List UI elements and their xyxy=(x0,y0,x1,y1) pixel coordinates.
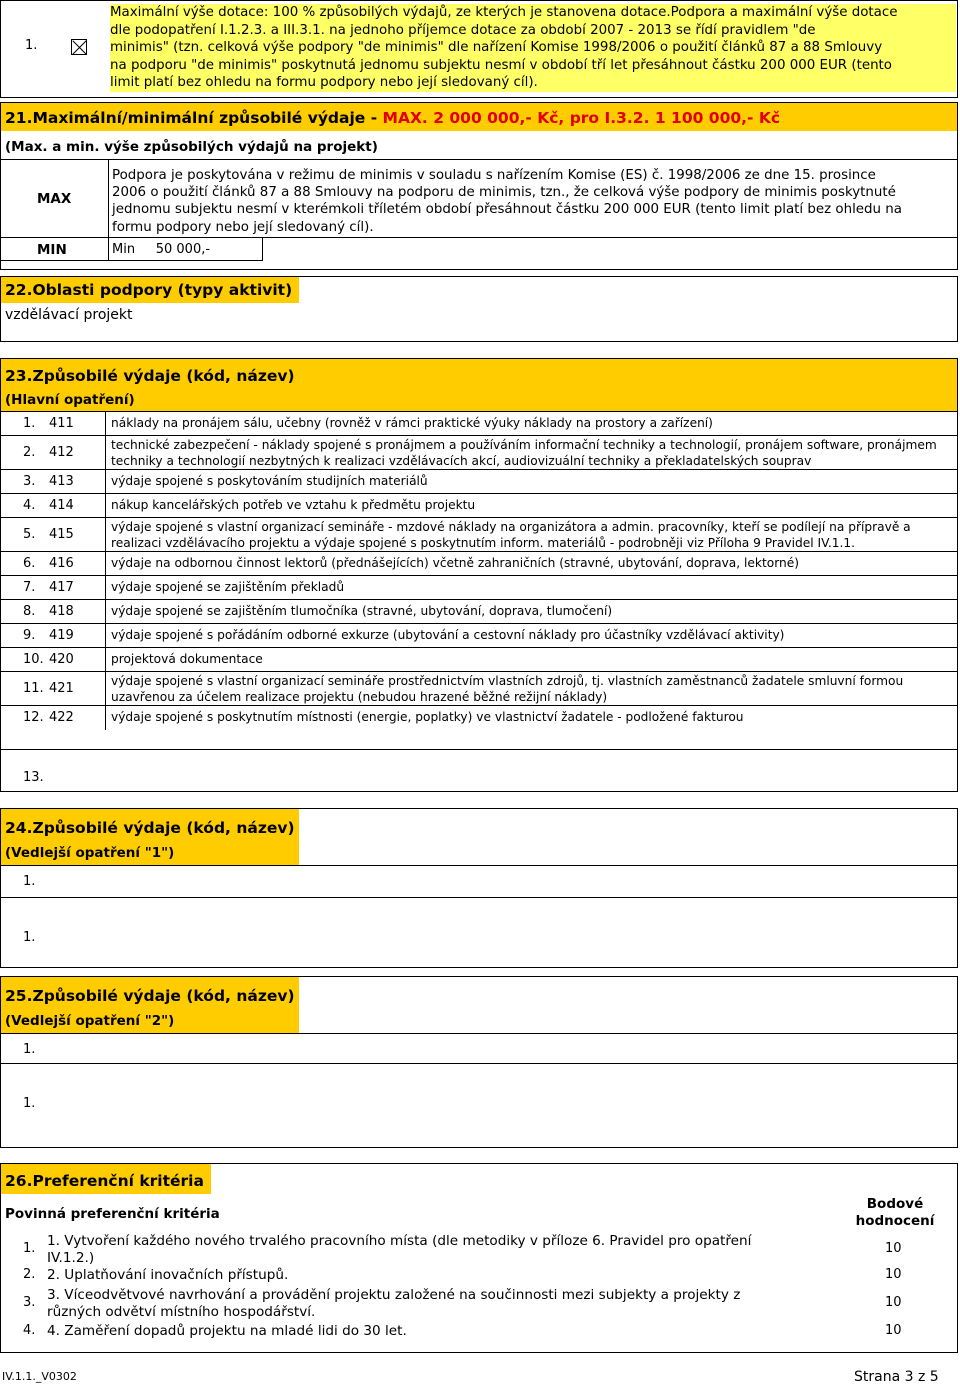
row-code: 413 xyxy=(49,474,74,489)
section-25 xyxy=(0,976,958,1148)
criteria-number: 2. xyxy=(23,1267,36,1282)
section-23 xyxy=(0,358,958,792)
row-description: výdaje spojené s poskytováním studijních materiálů xyxy=(111,474,428,488)
row-code: 417 xyxy=(49,580,74,595)
row-code: 420 xyxy=(49,652,74,667)
table-row xyxy=(1,647,957,671)
row-code: 416 xyxy=(49,556,74,571)
section-25-header xyxy=(1,977,299,1033)
row-description: výdaje spojené s poskytnutím místnosti (energie, poplatky) ve vlastnictví žadatele - podložené fakturou xyxy=(111,710,744,724)
section-21-header xyxy=(1,103,957,131)
criteria-score: 10 xyxy=(885,1323,902,1338)
row-code: 414 xyxy=(49,498,74,513)
section-25-title: 25.Způsobilé výdaje (kód, název) xyxy=(5,987,295,1005)
criteria-row xyxy=(1,1286,957,1320)
row-number: 7. xyxy=(23,580,36,595)
criteria-row xyxy=(1,1320,957,1344)
section-26-header xyxy=(1,1164,211,1194)
table-row xyxy=(1,469,957,493)
criteria-score: 10 xyxy=(885,1241,902,1256)
row-number: 9. xyxy=(23,628,36,643)
table-row xyxy=(1,705,957,729)
section-26-subtitle: Povinná preferenční kritéria xyxy=(5,1206,220,1222)
section-24-item-1: 1. xyxy=(1,865,957,897)
criteria-text: 1. Vytvoření každého nového trvalého pracovního místa (dle metodiky v příloze 6. Pravidel pro opatření xyxy=(47,1233,752,1249)
top-item-text: Maximální výše dotace: 100 % způsobilých výdajů, ze kterých je stanovena dotace.Podpora a maximální výše dotace dle podopatření I.1.2.3. a III.3.1. na jednoho příjemce dotace za období 2007 - 2013 se řídí pravidlem "de minimis" (tzn. celková výše podpory "de minimis" dle nařízení Komise 1998/2006 o použití článků 87 a 88 Smlouvy na podporu "de minimis" poskytnutá jednomu subjektu nesmí v období tří let přesáhnout částku 200 000 EUR (tento limit platí bez ohledu na formu podpory nebo její sledovaný cíl). xyxy=(110,4,956,92)
row-description: náklady na pronájem sálu, učebny (rovněž v rámci praktické výuky náklady na prostory a zařízení) xyxy=(111,416,713,430)
row-number: 8. xyxy=(23,604,36,619)
row-code: 419 xyxy=(49,628,74,643)
table-row xyxy=(1,411,957,435)
criteria-row xyxy=(1,1232,957,1264)
section-22 xyxy=(0,276,958,342)
criteria-text: 4. Zaměření dopadů projektu na mladé lidi do 30 let. xyxy=(47,1323,407,1339)
section-25-subtitle: (Vedlejší opatření "2") xyxy=(5,1013,175,1029)
criteria-text: 3. Víceodvětvové navrhování a provádění projektu založené na součinnosti mezi subjekty a projekty z xyxy=(47,1287,741,1303)
section-21 xyxy=(0,102,958,270)
criteria-number: 1. xyxy=(23,1241,36,1256)
min-label-cell: MIN xyxy=(1,237,109,261)
table-row xyxy=(1,575,957,599)
section-22-value: vzdělávací projekt xyxy=(5,307,133,323)
section-24 xyxy=(0,808,958,968)
criteria-number: 4. xyxy=(23,1323,36,1338)
table-row xyxy=(1,435,957,469)
row-description-cont: realizaci vzdělávacího projektu a výdaje spojené s poskytnutím inform. materiálů - podrobněji viz Příloha 9 Pravidel IV.1.1. xyxy=(111,535,855,550)
row-number: 4. xyxy=(23,498,36,513)
row-code: 422 xyxy=(49,710,74,725)
section-23-header xyxy=(1,359,957,411)
row-number: 6. xyxy=(23,556,36,571)
table-row xyxy=(1,623,957,647)
min-value-cell: Min 50 000,- xyxy=(108,237,263,261)
row-description: výdaje spojené s vlastní organizací semináře prostřednictvím vlastních zdrojů, tj. vlastních zaměstnanců žadatele smluvní formou xyxy=(111,674,904,688)
table-row xyxy=(1,493,957,517)
row-description: technické zabezpečení - náklady spojené s pronájmem a používáním informační techniky a technologií, pronájem software, pronájmem xyxy=(111,438,937,452)
section-24-header xyxy=(1,809,299,865)
top-item xyxy=(0,0,958,98)
row-description-cont: uzavřenou za účelem realizace projektu (nebudou hrazené běžné režijní náklady) xyxy=(111,689,608,704)
section-26 xyxy=(0,1163,958,1353)
max-label-cell: MAX xyxy=(1,159,109,238)
section-22-title: 22.Oblasti podpory (typy aktivit) xyxy=(5,281,293,299)
top-item-number: 1. xyxy=(25,38,38,53)
row-number: 5. xyxy=(23,527,36,542)
row-description: nákup kancelářských potřeb ve vztahu k předmětu projektu xyxy=(111,498,476,512)
criteria-text: 2. Uplatňování inovačních přístupů. xyxy=(47,1267,289,1283)
section-21-subtitle: (Max. a min. výše způsobilých výdajů na projekt) xyxy=(5,139,378,155)
row-description: výdaje spojené s pořádáním odborné exkurze (ubytování a cestovní náklady pro účastníky vzdělávací aktivity) xyxy=(111,628,785,642)
row-code: 418 xyxy=(49,604,74,619)
row-description: výdaje spojené se zajištěním překladů xyxy=(111,580,345,594)
criteria-score: 10 xyxy=(885,1295,902,1310)
section-21-title: 21.Maximální/minimální způsobilé výdaje - xyxy=(5,109,383,127)
row-number: 3. xyxy=(23,474,36,489)
row-code: 421 xyxy=(49,681,74,696)
criteria-score: 10 xyxy=(885,1267,902,1282)
row-number: 12. xyxy=(23,710,44,725)
row-number: 11. xyxy=(23,681,44,696)
section-21-title-values: MAX. 2 000 000,- Kč, pro I.3.2. 1 100 000,- Kč xyxy=(382,109,781,127)
table-row xyxy=(1,517,957,551)
row-number: 1. xyxy=(23,416,36,431)
footer-page: Strana 3 z 5 xyxy=(854,1369,939,1385)
section-25-item-2: 1. xyxy=(1,1063,957,1099)
footer-code: IV.1.1._V0302 xyxy=(2,1370,77,1383)
criteria-number: 3. xyxy=(23,1295,36,1310)
row-description: projektová dokumentace xyxy=(111,652,263,666)
row-description-cont: techniky a technologií nezbytných k realizaci vzdělávacích akcí, audiovizuální techniky a překladatelských souprav xyxy=(111,453,812,468)
section-24-subtitle: (Vedlejší opatření "1") xyxy=(5,845,175,861)
criteria-row xyxy=(1,1264,957,1286)
checked-checkbox-icon[interactable] xyxy=(71,39,87,55)
criteria-text-cont: IV.1.2.) xyxy=(47,1249,95,1266)
row-number: 10. xyxy=(23,652,44,667)
criteria-text-cont: různých odvětví místního hospodářství. xyxy=(47,1303,316,1320)
row-description: výdaje spojené se zajištěním tlumočníka (stravné, ubytování, doprava, tlumočení) xyxy=(111,604,613,618)
table-row xyxy=(1,671,957,705)
row-code: 412 xyxy=(49,445,74,460)
row-code: 411 xyxy=(49,416,74,431)
row-description: výdaje na odbornou činnost lektorů (přednášejících) včetně zahraničních (stravné, ubytování, doprava, lektorné) xyxy=(111,556,799,570)
section-24-title: 24.Způsobilé výdaje (kód, název) xyxy=(5,819,295,837)
row-number: 2. xyxy=(23,445,36,460)
section-24-item-2: 1. xyxy=(1,897,957,933)
section-23-row-13: 13. xyxy=(1,749,957,775)
section-23-subtitle: (Hlavní opatření) xyxy=(5,392,135,408)
table-row xyxy=(1,599,957,623)
row-code: 415 xyxy=(49,527,74,542)
score-header: Bodové hodnocení xyxy=(855,1196,935,1229)
table-row xyxy=(1,551,957,575)
row-description: výdaje spojené s vlastní organizací semináře - mzdové náklady na organizátora a admin. pracovníky, kteří se podílejí na přípravě a xyxy=(111,520,911,534)
section-22-header xyxy=(1,277,299,303)
section-23-title: 23.Způsobilé výdaje (kód, název) xyxy=(5,367,295,385)
section-26-title: 26.Preferenční kritéria xyxy=(5,1172,204,1190)
section-25-item-1: 1. xyxy=(1,1033,957,1063)
max-text-cell: Podpora je poskytována v režimu de minimis v souladu s nařízením Komise (ES) č. 1998/2006 ze dne 15. prosince 2006 o použití článků 87 a 88 Smlouvy na podporu de minimis, tzn., že celková výše podpory de minimis poskytnuté jednomu subjektu nesmí v kterémkoli tříletém období přesáhnout částku 200 000 EUR (tento limit platí bez ohledu na formu podpory nebo její sledovaný cíl). xyxy=(108,159,957,238)
